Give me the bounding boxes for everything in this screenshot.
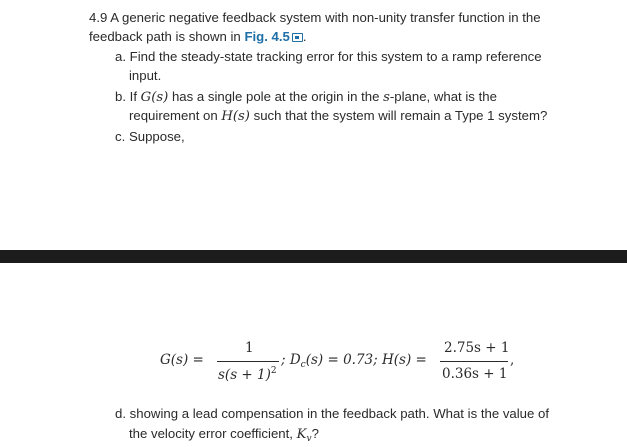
- dc-and-h-text: ; $D_c(s) = 0.73$; H(s) =: [281, 352, 427, 370]
- part-b-label: b.: [115, 89, 126, 104]
- part-a-text-2: input.: [129, 68, 162, 83]
- intro-line-1: [89, 9, 541, 27]
- part-a-line-1: [115, 48, 542, 66]
- part-b-post: -plane, what is the: [389, 89, 497, 104]
- part-d-text-2: the velocity error coefficient,: [129, 426, 293, 441]
- part-a-line-2: [129, 67, 161, 85]
- figure-link[interactable]: Fig. 4.5: [244, 29, 290, 44]
- part-b-line-2: [129, 107, 547, 126]
- h-numerator: 2.75s + 1: [444, 340, 510, 356]
- g-fraction-bar: [217, 361, 279, 362]
- part-b-req-post: such that the system will remain a Type 1 system?: [253, 108, 548, 123]
- formula-trailing-comma: ,: [510, 352, 515, 368]
- intro-end: .: [302, 29, 307, 44]
- part-b-req-pre: requirement on: [129, 108, 218, 123]
- part-b-mid: has a single pole at the origin in the: [171, 89, 380, 104]
- figure-external-icon[interactable]: [292, 33, 303, 42]
- part-c-label: c.: [115, 129, 126, 144]
- g-denominator: $s(s + 1)^2$: [218, 366, 277, 383]
- h-denominator: 0.36s + 1: [442, 366, 508, 382]
- intro-line-2: [89, 28, 307, 46]
- divider-bar: [0, 250, 627, 263]
- part-a-text-1: Find the steady-state tracking error for this system to a ramp reference: [129, 49, 542, 64]
- transfer-function-equation: [160, 338, 520, 390]
- part-d-question-mark: ?: [311, 426, 319, 441]
- part-d-math-k: $K_v$: [296, 427, 312, 444]
- intro-text-1: A generic negative feedback system with non-unity transfer function in the: [110, 10, 541, 25]
- part-b-math-g: G(s): [140, 90, 169, 105]
- part-b-line-1: [115, 88, 497, 107]
- part-c-line: [115, 128, 185, 146]
- part-b-math-s: s: [383, 90, 390, 105]
- g-lhs: G(s) =: [160, 352, 204, 368]
- part-b-math-h: H(s): [221, 109, 250, 124]
- part-b-pre: If: [129, 89, 137, 104]
- part-d-text-1: showing a lead compensation in the feedback path. What is the value of: [129, 406, 550, 421]
- part-c-text: Suppose,: [128, 129, 185, 144]
- g-numerator: 1: [245, 340, 254, 356]
- part-d-label: d.: [115, 406, 126, 421]
- part-d-line-1: [115, 405, 549, 423]
- h-fraction-bar: [440, 361, 508, 362]
- problem-number: 4.9: [89, 10, 108, 25]
- intro-text-2: feedback path is shown in: [89, 29, 241, 44]
- part-a-label: a.: [115, 49, 126, 64]
- part-d-line-2: [129, 425, 319, 447]
